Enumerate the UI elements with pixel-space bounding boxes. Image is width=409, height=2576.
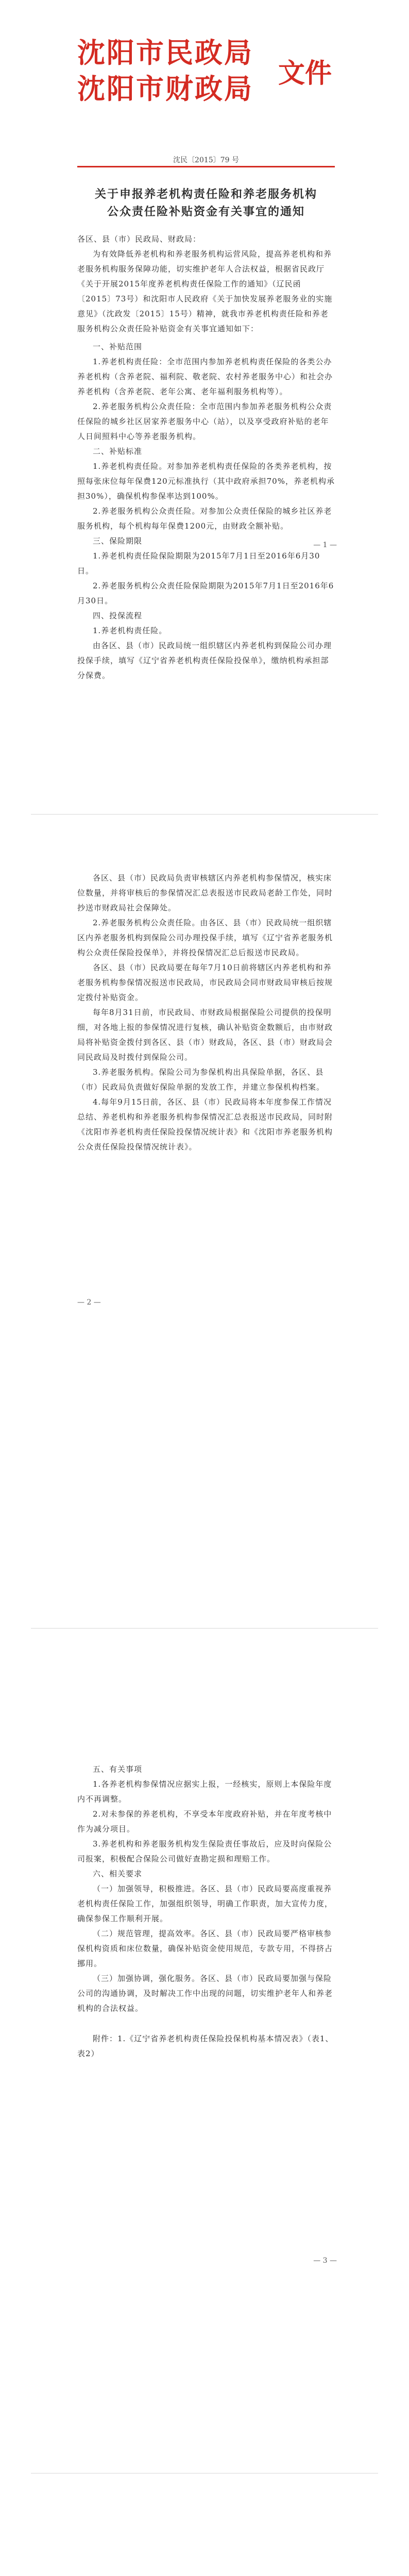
section-5-item-2: 2.对未参保的养老机构，不享受本年度政府补贴，并在年度考核中作为减分项目。 [77, 1809, 332, 1834]
section-5-heading: 五、有关事项 [93, 1765, 143, 1774]
page-3-body [77, 1762, 335, 2061]
section-6-item-1: （一）加强领导，积极推进。各区、县（市）民政局要高度重视养老机构责任保险工作，加强组织领导，明确工作职责，加大宣传力度，确保参保工作顺利开展。 [77, 1884, 333, 1923]
page-4 [0, 2483, 409, 2576]
page-number: — 2 — [77, 1298, 101, 1307]
page-separator [31, 1628, 378, 1629]
section-4-item-1: 1.养老机构责任险。 [93, 626, 167, 635]
red-rule [77, 166, 335, 167]
document-kind: 文件 [278, 58, 332, 89]
page-3 [0, 1638, 409, 2463]
paragraph: 每年8月31日前，市民政局、市财政局根据保险公司提供的投保明细，对各地上报的参保情况进行复核，确认补贴资金数额后，由市财政局将补贴资金拨付到各区、县（市）财政局，各区、县（市）财政局会同民政局及时拨付到保险公司。 [77, 1008, 333, 1062]
intro-paragraph: 为有效降低养老机构和养老服务机构运营风险，提高养老机构和养老服务机构服务保障功能，切实维护老年人合法权益，根据省民政厅《关于开展2015年度养老机构责任保险工作的通知》（辽民函〔2015〕73号）和沈阳市人民政府《关于加快发展养老服务业的实施意见》（沈政发〔2015〕15号）精神，就我市养老机构责任险和养老服务机构公众责任险补贴资金有关事宜通知如下： [77, 249, 333, 333]
section-3-item-2: 2.养老服务机构公众责任险保险期限为2015年7月1日至2016年6月30日。 [77, 581, 334, 605]
title-line-1: 关于申报养老机构责任险和养老服务机构 [94, 188, 317, 201]
paragraph: 各区、县（市）民政局要在每年7月10日前将辖区内养老机构和养老服务机构参保情况报送市民政局，市民政局会同市财政局审核后按规定拨付补贴资金。 [77, 963, 333, 1002]
section-4-item-1-detail: 由各区、县（市）民政局统一组织辖区内养老机构到保险公司办理投保手续，填写《辽宁省养老机构责任保险投保单》，缴纳机构承担部分保费。 [77, 641, 332, 680]
paragraph: 2.养老服务机构公众责任险。由各区、县（市）民政局统一组织辖区内养老服务机构到保险公司办理投保手续，填写《辽宁省养老服务机构公众责任保险投保单》，并将投保情况汇总后报送市民政局。 [77, 918, 333, 957]
page-1-body [77, 232, 335, 683]
section-2-heading: 二、补贴标准 [93, 447, 143, 456]
issuer-line-1: 沈阳市民政局 [77, 36, 253, 69]
recipients: 各区、县（市）民政局、财政局： [77, 234, 201, 244]
document-header [77, 31, 345, 134]
attachment-line-1: 附件：1.《辽宁省养老机构责任保险投保机构基本情况表》（表1、表2） [77, 2034, 334, 2058]
section-6-heading: 六、相关要求 [93, 1869, 143, 1878]
document-title [82, 185, 330, 221]
page-1 [0, 0, 409, 814]
section-2-item-2: 2.养老服务机构公众责任险。对参加公众责任保险的城乡社区养老服务机构，每个机构每年保费1200元，由财政全额补贴。 [77, 506, 332, 531]
page-number: — 1 — [313, 541, 337, 549]
page-2-body [77, 871, 335, 1155]
section-2-item-1: 1.养老机构责任险。对参加养老机构责任保险的各类养老机构，按照每张床位每年保费120元标准执行（其中政府承担70%，养老机构承担30%），确保机构参保率达到100%。 [77, 462, 335, 501]
section-6-item-3: （三）加强协调，强化服务。各区、县（市）民政局要加强与保险公司的沟通协调，及时解决工作中出现的问题，切实维护老年人和养老机构的合法权益。 [77, 1974, 333, 2013]
section-1-item-1: 1.养老机构责任险：全市范围内参加养老机构责任保险的各类公办养老机构（含养老院、福利院、敬老院、农村养老服务中心）和社会办养老机构（含养老院、老年公寓、老年福利服务机构等）。 [77, 357, 333, 396]
page-2 [0, 824, 409, 1597]
document-number: 沈民〔2015〕79 号 [173, 156, 239, 164]
paragraph: 4.每年9月15日前，各区、县（市）民政局将本年度参保工作情况总结、养老机构和养老服务机构参保情况汇总表报送市民政局，同时附《沈阳市养老机构责任保险投保情况统计表》和《沈阳市养老服务机构公众责任保险投保情况统计表》。 [77, 1097, 333, 1151]
paragraph: 各区、县（市）民政局负责审核辖区内养老机构参保情况，核实床位数量，并将审核后的参保情况汇总表报送市民政局老龄工作处，同时抄送市财政局社会保障处。 [77, 873, 333, 912]
section-1-item-2: 2.养老服务机构公众责任险：全市范围内参加养老服务机构公众责任保险的城乡社区居家养老服务中心（站），以及享受政府补贴的老年人日间照料中心等养老服务机构。 [77, 402, 332, 441]
issuer-line-2: 沈阳市财政局 [77, 72, 253, 105]
section-3-item-1: 1.养老机构责任险保险期限为2015年7月1日至2016年6月30日。 [77, 551, 320, 575]
title-line-2: 公众责任险补贴资金有关事宜的通知 [107, 205, 305, 218]
page-number: — 3 — [313, 2257, 337, 2265]
section-6-item-2: （二）规范管理，提高效率。各区、县（市）民政局要严格审核参保机构资质和床位数量，确保补贴资金使用规范，专款专用，不得挤占挪用。 [77, 1929, 333, 1968]
section-4-heading: 四、投保流程 [93, 611, 143, 620]
section-5-item-1: 1.各养老机构参保情况应据实上报，一经核实，原则上本保险年度内不再调整。 [77, 1780, 332, 1804]
section-5-item-3: 3.养老机构和养老服务机构发生保险责任事故后，应及时向保险公司报案，积极配合保险公司做好查勘定损和理赔工作。 [77, 1839, 332, 1863]
page-separator [31, 814, 378, 815]
paragraph: 3.养老服务机构。保险公司为参保机构出具保险单据，各区、县（市）民政局负责做好保险单据的发放工作，并建立参保机构档案。 [77, 1067, 325, 1092]
section-3-heading: 三、保险期限 [93, 536, 143, 546]
section-1-heading: 一、补贴范围 [93, 342, 143, 351]
